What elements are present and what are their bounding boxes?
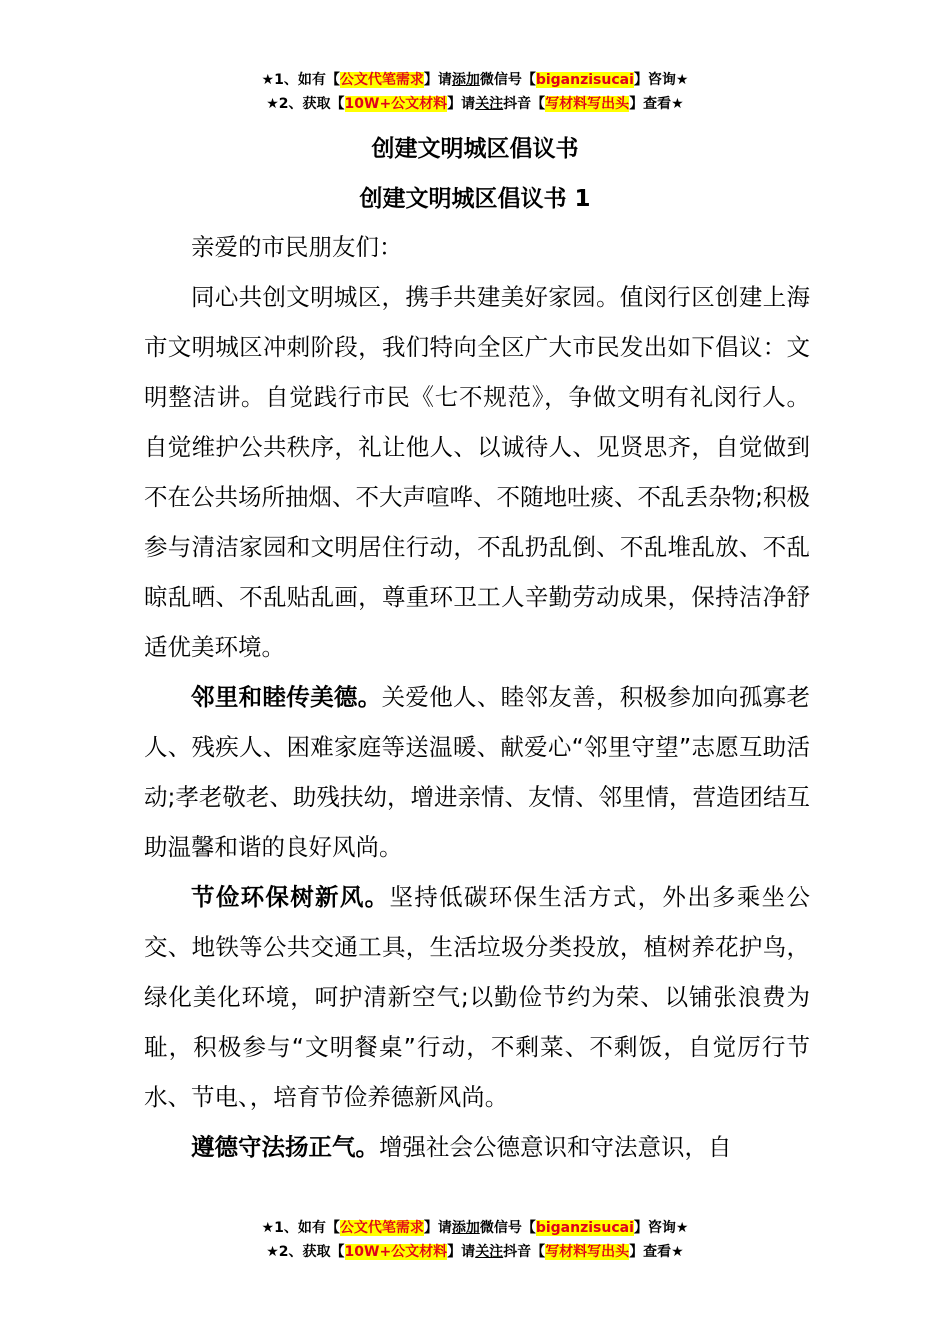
document-subtitle: 创建文明城区倡议书 1 (359, 186, 591, 212)
promo-highlight: 公文代笔需求 (339, 72, 424, 88)
promo-line-1 (0, 1216, 950, 1240)
promo-line-2 (0, 1240, 950, 1264)
paragraph-heading: 遵德守法扬正气。 (191, 1133, 379, 1161)
promo-text: 抖音【 (503, 1244, 546, 1260)
promo-line-2 (0, 92, 950, 116)
promo-text: 微信号【 (479, 72, 536, 88)
paragraph-heading: 邻里和睦传美德。 (191, 683, 382, 711)
promo-text: 微信号【 (479, 1220, 536, 1236)
promo-text: ★2、获取【 (266, 96, 345, 112)
paragraph-text: 坚持低碳环保生活方式，外出多乘坐公交、地铁等公共交通工具，生活垃圾分类投放，植树养花护鸟，绿化美化环境，呵护清新空气;以勤俭节约为荣、以铺张浪费为耻，积极参与“文明餐桌”行动，不剩菜、不剩饭，自觉厉行节水、节电、，培育节俭养德新风尚。 (144, 883, 810, 1111)
promo-text: 】请 (447, 1244, 476, 1260)
promo-highlight: biganzisucai (535, 1220, 634, 1236)
promo-text: 】咨询★ (633, 1220, 689, 1236)
promo-underline: 关注 (475, 96, 504, 112)
promo-underline: 添加 (451, 72, 480, 88)
paragraph-text: 增强社会公德意识和守法意识，自 (379, 1133, 732, 1161)
promo-highlight: biganzisucai (535, 72, 634, 88)
paragraph-1: 同心共创文明城区，携手共建美好家园。值闵行区创建上海市文明城区冲刺阶段，我们特向全区广大市民发出如下倡议：文明整洁讲。自觉践行市民《七不规范》，争做文明有礼闵行人。自觉维护公共秩序，礼让他人、以诚待人、见贤思齐，自觉做到不在公共场所抽烟、不大声喧哗、不随地吐痰、不乱丢杂物;积极参与清洁家园和文明居住行动，不乱扔乱倒、不乱堆乱放、不乱晾乱晒、不乱贴乱画，尊重环卫工人辛勤劳动成果，保持洁净舒适优美环境。 (144, 283, 810, 661)
promo-text: 】请 (423, 1220, 452, 1236)
promo-text: 】查看★ (629, 96, 684, 112)
promo-text: ★1、如有【 (261, 1220, 340, 1236)
paragraph-3 (144, 872, 810, 1122)
promo-text: 】请 (447, 96, 476, 112)
promo-highlight: 写材料写出头 (545, 96, 630, 112)
promo-highlight: 公文代笔需求 (339, 1220, 424, 1236)
promo-banner-top (0, 68, 950, 116)
paragraph-2 (144, 672, 810, 872)
promo-underline: 添加 (451, 1220, 480, 1236)
promo-text: 】查看★ (629, 1244, 684, 1260)
paragraph-heading: 节俭环保树新风。 (191, 883, 390, 911)
paragraph-4 (144, 1122, 810, 1172)
promo-highlight: 10W+公文材料 (344, 96, 448, 112)
paragraph-text: 关爱他人、睦邻友善，积极参加向孤寡老人、残疾人、困难家庭等送温暖、献爱心“邻里守望”志愿互助活动;孝老敬老、助残扶幼，增进亲情、友情、邻里情，营造团结互助温馨和谐的良好风尚。 (144, 683, 811, 861)
promo-banner-bottom (0, 1216, 950, 1264)
greeting: 亲爱的市民朋友们： (191, 233, 403, 261)
promo-text: ★1、如有【 (261, 72, 340, 88)
promo-text: 抖音【 (503, 96, 546, 112)
promo-line-1 (0, 68, 950, 92)
promo-underline: 关注 (475, 1244, 504, 1260)
promo-text: 】咨询★ (633, 72, 689, 88)
document-body (144, 222, 810, 1172)
document-title: 创建文明城区倡议书 (371, 136, 579, 162)
promo-text: 】请 (423, 72, 452, 88)
promo-text: ★2、获取【 (266, 1244, 345, 1260)
promo-highlight: 写材料写出头 (545, 1244, 630, 1260)
promo-highlight: 10W+公文材料 (344, 1244, 448, 1260)
